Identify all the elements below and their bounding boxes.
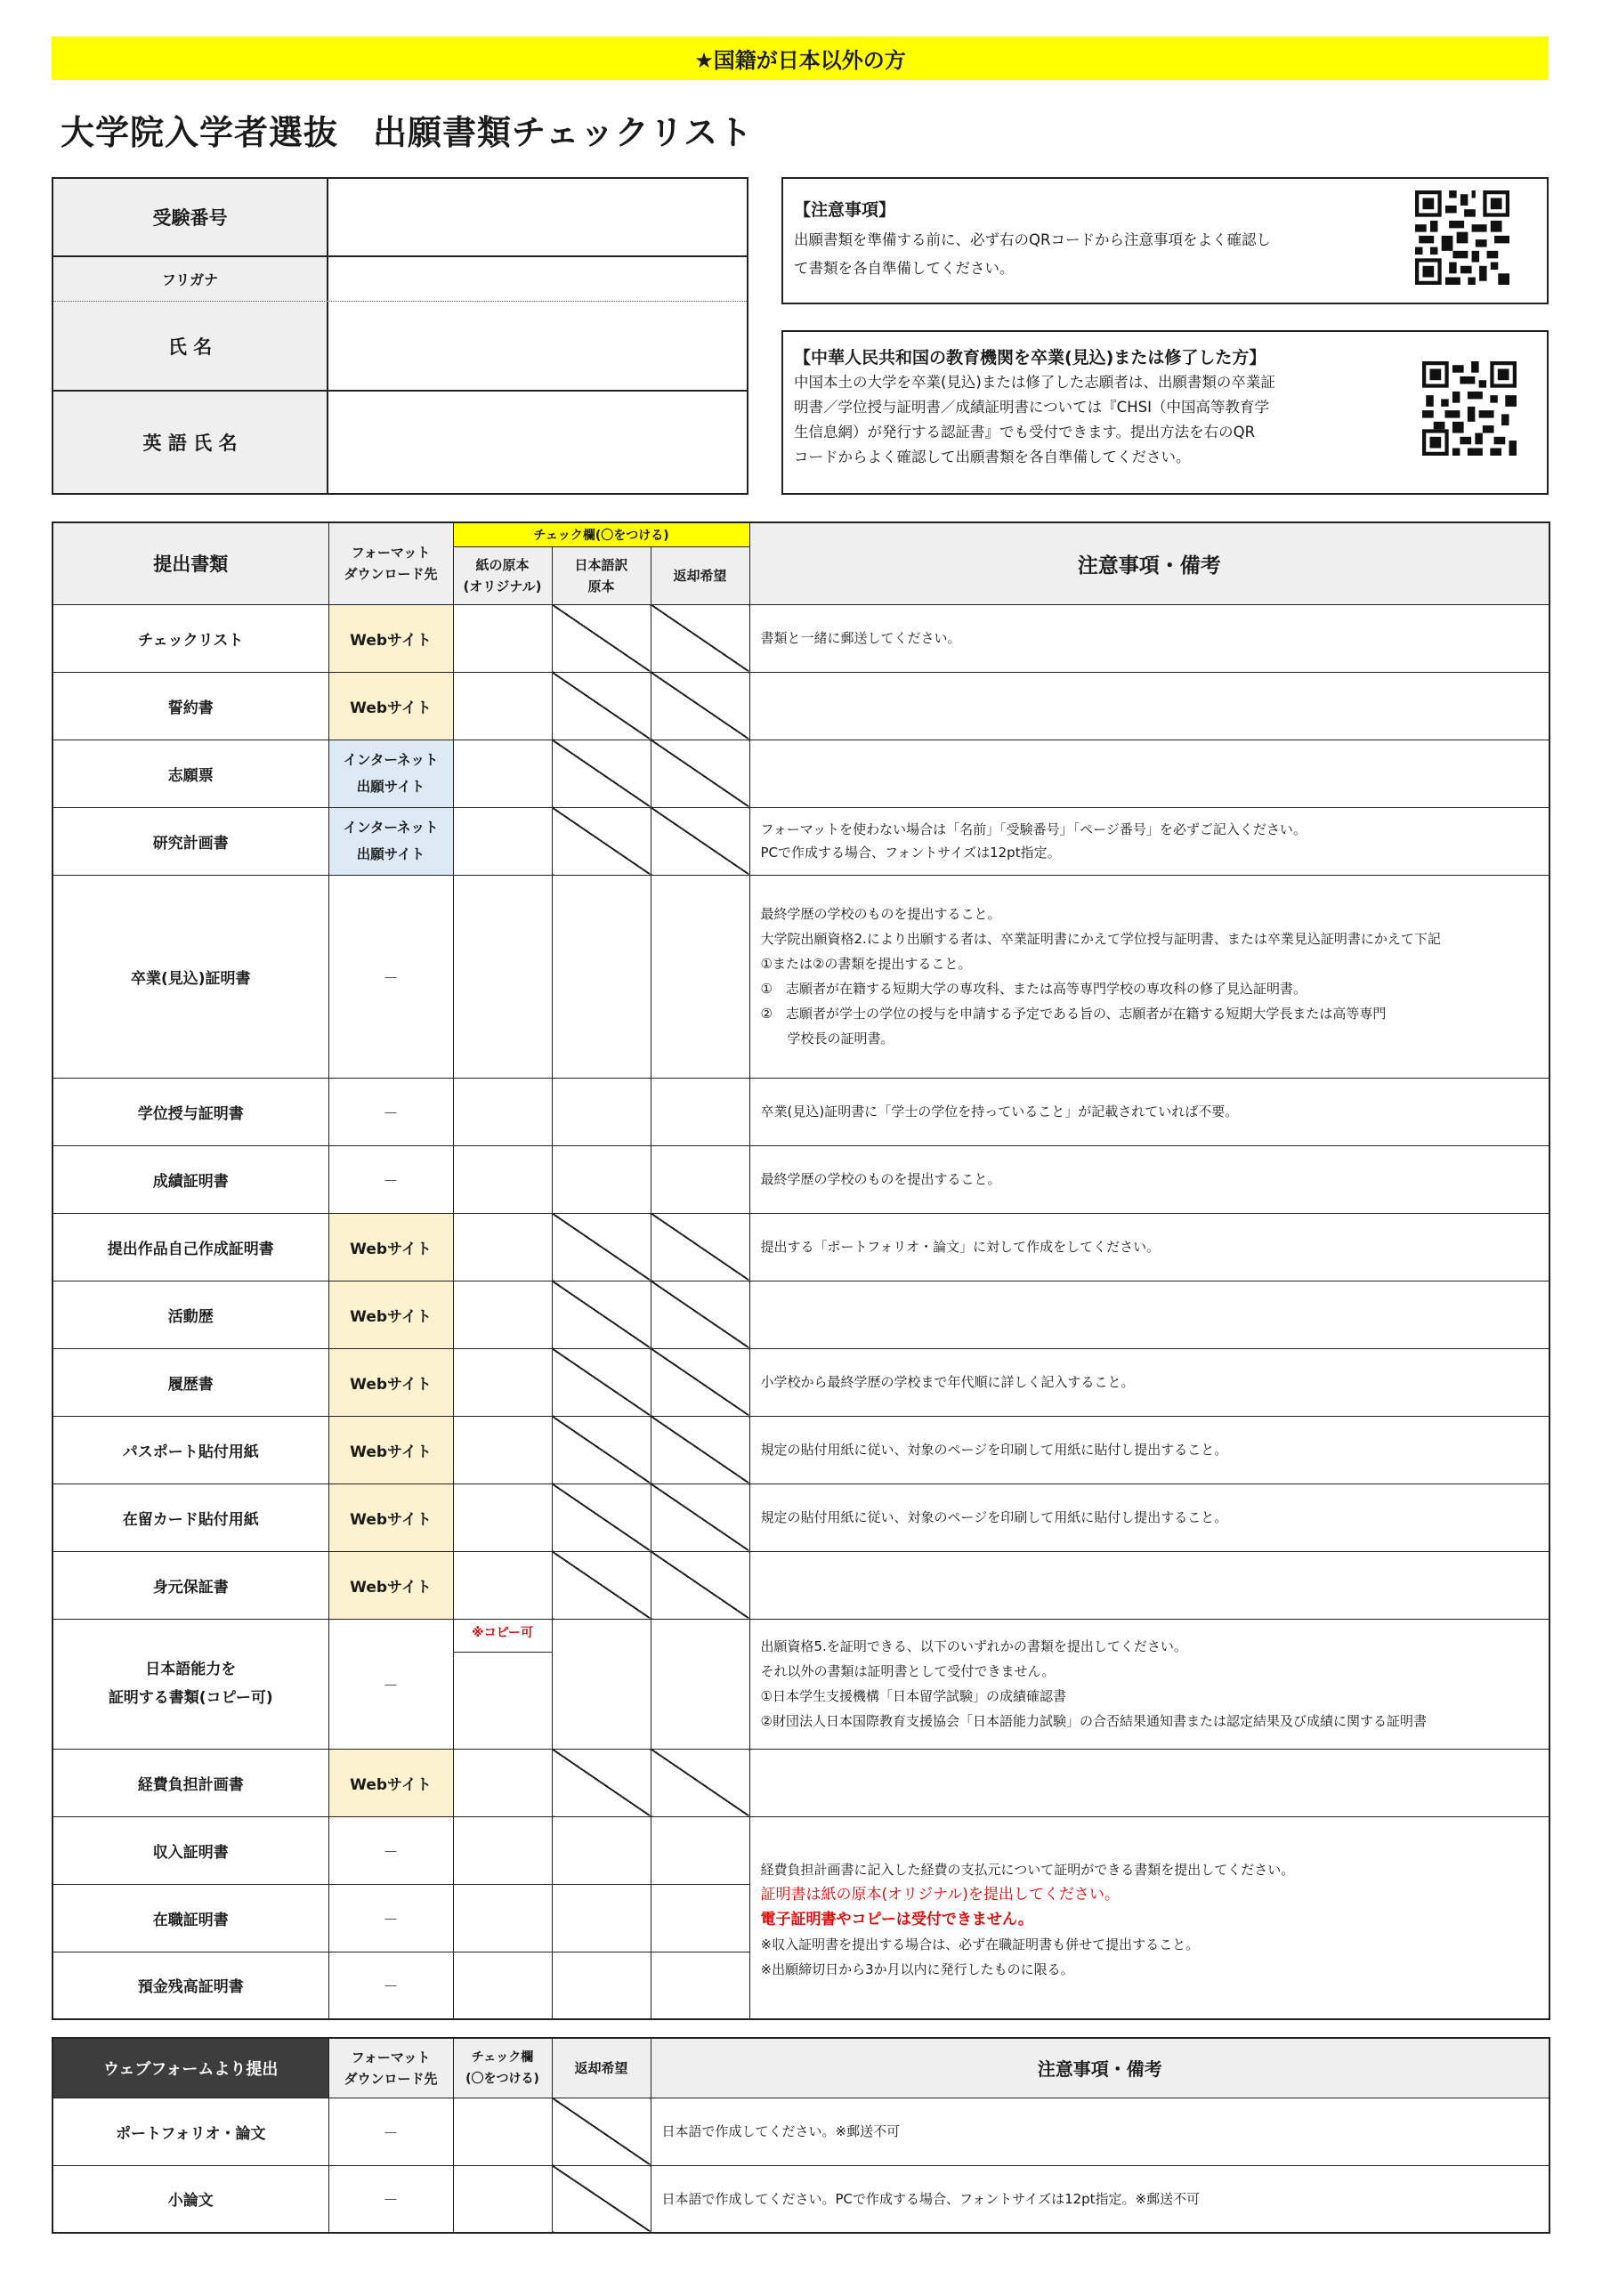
finance-note-cell (749, 1816, 1549, 2019)
note-cell (749, 875, 1549, 1078)
note-line: ② 志願者が学士の学位の授与を申請する予定である旨の、志願者が在籍する短期大学長または高等専門 (760, 1006, 1387, 1022)
note-cell (749, 740, 1549, 807)
china-notice-line: コードからよく確認して出願書類を各自準備してください。 (794, 449, 1191, 465)
na-cell (552, 740, 651, 807)
note-cell (749, 1749, 1549, 1816)
format-none: － (328, 1952, 453, 2019)
table-row (53, 1619, 1549, 1652)
header-notes: 注意事項・備考 (749, 522, 1549, 604)
note-line: 経費負担計画書に記入した経費の支払元について証明ができる書類を提出してください。 (760, 1861, 1295, 1878)
check-return-cell[interactable] (651, 1952, 749, 2019)
check-return-cell[interactable] (651, 875, 749, 1078)
note-cell: 最終学歴の学校のものを提出すること。 (749, 1145, 1549, 1213)
check-jp-cell[interactable] (552, 1078, 651, 1145)
doc-name: 在留カード貼付用紙 (53, 1484, 328, 1551)
format-link[interactable] (328, 740, 453, 807)
nationality-banner: ★国籍が日本以外の方 (52, 36, 1549, 80)
note-line: それ以外の書類は証明書として受付できません。 (760, 1663, 1056, 1679)
check-paper-cell[interactable] (453, 1749, 552, 1816)
header-line: ダウンロード先 (344, 2070, 438, 2087)
qr-code-icon[interactable] (1422, 361, 1517, 456)
webform-header-title: ウェブフォームより提出 (53, 2038, 328, 2098)
note-cell (749, 672, 1549, 740)
format-link[interactable] (328, 807, 453, 875)
format-link[interactable]: Webサイト (328, 1484, 453, 1551)
format-none: － (328, 1619, 453, 1749)
doc-name: 履歴書 (53, 1348, 328, 1416)
na-cell (552, 1749, 651, 1816)
furigana-field[interactable] (328, 257, 747, 301)
na-cell (651, 672, 749, 740)
page-title: 大学院入学者選抜 出願書類チェックリスト (61, 113, 754, 152)
doc-name: 収入証明書 (53, 1816, 328, 1884)
na-cell (651, 1416, 749, 1484)
format-line: 出願サイト (356, 779, 425, 795)
na-cell (552, 2098, 651, 2165)
check-paper-cell[interactable] (453, 807, 552, 875)
copy-ok-label: ※コピー可 (453, 1619, 552, 1652)
table-row (53, 1749, 1549, 1816)
format-none: － (328, 1145, 453, 1213)
check-paper-cell[interactable] (453, 1652, 552, 1749)
format-none: － (328, 1816, 453, 1884)
header-paper-original (453, 546, 552, 604)
check-paper-cell[interactable] (453, 1551, 552, 1619)
note-line: PCで作成する場合、フォントサイズは12pt指定。 (760, 845, 1061, 861)
check-paper-cell[interactable] (453, 1145, 552, 1213)
header-line: 紙の原本 (475, 556, 530, 573)
table-row (53, 1816, 1549, 1884)
china-notice-heading: 【中華人民共和国の教育機関を卒業(見込)または修了した方】 (794, 348, 1266, 368)
note-warning: 電子証明書やコピーは受付できません。 (760, 1910, 1033, 1928)
check-paper-cell[interactable] (453, 1884, 552, 1952)
doc-name: 研究計画書 (53, 807, 328, 875)
doc-name: 小論文 (53, 2165, 328, 2233)
na-cell (552, 1281, 651, 1348)
na-cell (651, 1551, 749, 1619)
china-notice-line: 中国本土の大学を卒業(見込)または修了した志願者は、出願書類の卒業証 (794, 374, 1275, 391)
format-none: － (328, 875, 453, 1078)
format-none: － (328, 2098, 453, 2165)
format-link[interactable]: Webサイト (328, 1749, 453, 1816)
webform-header-notes: 注意事項・備考 (651, 2038, 1549, 2098)
note-cell: 書類と一緒に郵送してください。 (749, 604, 1549, 672)
header-check-column: チェック欄(〇をつける) (453, 522, 749, 546)
check-paper-cell[interactable] (453, 1078, 552, 1145)
doc-name: 提出作品自己作成証明書 (53, 1213, 328, 1281)
na-cell (552, 672, 651, 740)
format-line: インターネット (343, 820, 439, 836)
note-cell: 規定の貼付用紙に従い、対象のページを印刷して用紙に貼付し提出すること。 (749, 1416, 1549, 1484)
doc-name-line: 証明する書類(コピー可) (108, 1689, 273, 1707)
header-format-line: ダウンロード先 (344, 566, 438, 583)
check-jp-cell[interactable] (552, 1145, 651, 1213)
header-japanese-translation (552, 546, 651, 604)
format-none: － (328, 2165, 453, 2233)
note-cell (749, 1619, 1549, 1749)
english-name-field[interactable] (328, 392, 747, 493)
format-none: － (328, 1078, 453, 1145)
table-row (53, 2098, 1549, 2165)
exam-number-field[interactable] (328, 179, 747, 255)
format-none: － (328, 1884, 453, 1952)
note-line: ①または②の書類を提出すること。 (760, 956, 972, 972)
note-cell: 小学校から最終学歴の学校まで年代順に詳しく記入すること。 (749, 1348, 1549, 1416)
china-notice-line: 生信息網）が発行する認証書』でも受付できます。提出方法を右のQR (794, 424, 1256, 441)
check-cell[interactable] (453, 2098, 552, 2165)
header-line: 原本 (587, 578, 615, 594)
doc-name: 卒業(見込)証明書 (53, 875, 328, 1078)
webform-header-format (328, 2038, 453, 2098)
table-row (53, 604, 1549, 672)
note-line: 学校長の証明書。 (760, 1031, 894, 1047)
check-paper-cell[interactable] (453, 604, 552, 672)
english-name-row (53, 392, 747, 493)
table-row (53, 1078, 1549, 1145)
notice-line: 出願書類を準備する前に、必ず右のQRコードから注意事項をよく確認し (794, 231, 1271, 248)
table-row (53, 1416, 1549, 1484)
doc-name: パスポート貼付用紙 (53, 1416, 328, 1484)
note-line: ②財団法人日本国際教育支援協会「日本語能力試験」の合否結果通知書または認定結果及び成績に関する証明書 (760, 1713, 1427, 1729)
check-jp-cell[interactable] (552, 875, 651, 1078)
doc-name: 経費負担計画書 (53, 1749, 328, 1816)
table-row (53, 1551, 1549, 1619)
header-line: チェック欄 (471, 2049, 534, 2065)
doc-name: ポートフォリオ・論文 (53, 2098, 328, 2165)
check-paper-cell[interactable] (453, 740, 552, 807)
exam-number-label: 受験番号 (53, 179, 328, 255)
check-paper-cell[interactable] (453, 1816, 552, 1884)
table-row (53, 2165, 1549, 2233)
header-return: 返却希望 (651, 546, 749, 604)
check-return-cell[interactable] (651, 1078, 749, 1145)
doc-name (53, 1619, 328, 1749)
na-cell (651, 740, 749, 807)
check-return-cell[interactable] (651, 1884, 749, 1952)
format-link[interactable]: Webサイト (328, 1281, 453, 1348)
applicant-info-box (52, 177, 748, 495)
note-cell: 規定の貼付用紙に従い、対象のページを印刷して用紙に貼付し提出すること。 (749, 1484, 1549, 1551)
doc-name: 在職証明書 (53, 1884, 328, 1952)
format-link[interactable]: Webサイト (328, 1213, 453, 1281)
table-row (53, 875, 1549, 1078)
note-line: ① 志願者が在籍する短期大学の専攻科、または高等専門学校の専攻科の修了見込証明書。 (760, 981, 1307, 997)
name-row (53, 302, 747, 392)
documents-table (52, 521, 1550, 2020)
doc-name-line: 日本語能力を (145, 1661, 237, 1678)
furigana-row (53, 257, 747, 302)
header-format-line: フォーマット (351, 545, 431, 562)
doc-name: チェックリスト (53, 604, 328, 672)
na-cell (552, 2165, 651, 2233)
check-paper-cell[interactable] (453, 875, 552, 1078)
format-link[interactable]: Webサイト (328, 1416, 453, 1484)
webform-header-return: 返却希望 (552, 2038, 651, 2098)
header-documents: 提出書類 (53, 522, 328, 604)
format-line: インターネット (343, 752, 439, 768)
webform-table (52, 2037, 1550, 2234)
format-link[interactable]: Webサイト (328, 672, 453, 740)
table-row (53, 740, 1549, 807)
header-line: 日本語訳 (574, 556, 628, 573)
note-cell (749, 807, 1549, 875)
header-line: (オリジナル) (463, 578, 542, 594)
furigana-label: フリガナ (53, 257, 328, 301)
check-paper-cell[interactable] (453, 1952, 552, 2019)
check-paper-cell[interactable] (453, 1416, 552, 1484)
note-cell: 日本語で作成してください。※郵送不可 (651, 2098, 1549, 2165)
na-cell (552, 1551, 651, 1619)
check-paper-cell[interactable] (453, 1348, 552, 1416)
notice-heading: 【注意事項】 (794, 200, 896, 220)
na-cell (651, 1213, 749, 1281)
check-return-cell[interactable] (651, 1619, 749, 1749)
note-line: 出願資格5.を証明できる、以下のいずれかの書類を提出してください。 (760, 1638, 1187, 1654)
na-cell (552, 604, 651, 672)
na-cell (651, 604, 749, 672)
note-cell: 日本語で作成してください。PCで作成する場合、フォントサイズは12pt指定。※郵送不可 (651, 2165, 1549, 2233)
doc-name: 学位授与証明書 (53, 1078, 328, 1145)
doc-name: 預金残高証明書 (53, 1952, 328, 2019)
na-cell (651, 807, 749, 875)
note-line: ※収入証明書を提出する場合は、必ず在職証明書も併せて提出すること。 (760, 1936, 1200, 1952)
na-cell (651, 1281, 749, 1348)
check-jp-cell[interactable] (552, 1816, 651, 1884)
exam-number-row (53, 179, 747, 257)
note-cell (749, 1281, 1549, 1348)
note-cell: 卒業(見込)証明書に「学士の学位を持っていること」が記載されていれば不要。 (749, 1078, 1549, 1145)
format-link[interactable]: Webサイト (328, 1348, 453, 1416)
name-field[interactable] (328, 302, 747, 390)
check-return-cell[interactable] (651, 1816, 749, 1884)
header-format (328, 522, 453, 604)
qr-code-icon[interactable] (1415, 190, 1509, 285)
webform-header-check (453, 2038, 552, 2098)
na-cell (552, 807, 651, 875)
table-row (53, 1281, 1549, 1348)
check-cell[interactable] (453, 2165, 552, 2233)
format-line: 出願サイト (356, 846, 425, 862)
format-link[interactable]: Webサイト (328, 604, 453, 672)
check-paper-cell[interactable] (453, 1484, 552, 1551)
doc-name: 身元保証書 (53, 1551, 328, 1619)
header-line: (〇をつける) (465, 2071, 539, 2086)
name-label: 氏 名 (53, 302, 328, 390)
note-warning: 証明書は紙の原本(オリジナル)を提出してください。 (760, 1885, 1120, 1904)
doc-name: 成績証明書 (53, 1145, 328, 1213)
na-cell (552, 1484, 651, 1551)
note-line: ①日本学生支援機構「日本留学試験」の成績確認書 (760, 1688, 1066, 1704)
check-return-cell[interactable] (651, 1145, 749, 1213)
table-row (53, 1213, 1549, 1281)
english-name-label: 英 語 氏 名 (53, 392, 328, 493)
china-notice-line: 明書／学位授与証明書／成績証明書については『CHSI（中国高等教育学 (794, 399, 1269, 416)
table-row (53, 1348, 1549, 1416)
doc-name: 活動歴 (53, 1281, 328, 1348)
note-cell: 提出する「ポートフォリオ・論文」に対して作成をしてください。 (749, 1213, 1549, 1281)
na-cell (552, 1416, 651, 1484)
table-row (53, 672, 1549, 740)
note-line: 大学院出願資格2.により出願する者は、卒業証明書にかえて学位授与証明書、または卒業見込証明書にかえて下記 (760, 931, 1441, 947)
note-line: ※出願締切日から3か月以内に発行したものに限る。 (760, 1960, 1074, 1977)
note-line: フォーマットを使わない場合は「名前」「受験番号」「ページ番号」を必ずご記入ください。 (760, 821, 1307, 837)
doc-name: 誓約書 (53, 672, 328, 740)
check-jp-cell[interactable] (552, 1952, 651, 2019)
na-cell (651, 1484, 749, 1551)
na-cell (651, 1348, 749, 1416)
check-paper-cell[interactable] (453, 1281, 552, 1348)
doc-name: 志願票 (53, 740, 328, 807)
check-jp-cell[interactable] (552, 1619, 651, 1749)
na-cell (552, 1348, 651, 1416)
na-cell (651, 1749, 749, 1816)
table-row (53, 1484, 1549, 1551)
table-row (53, 807, 1549, 875)
table-row (53, 1145, 1549, 1213)
header-line: フォーマット (351, 2049, 431, 2066)
check-paper-cell[interactable] (453, 672, 552, 740)
check-paper-cell[interactable] (453, 1213, 552, 1281)
format-link[interactable]: Webサイト (328, 1551, 453, 1619)
na-cell (552, 1213, 651, 1281)
check-jp-cell[interactable] (552, 1884, 651, 1952)
note-cell (749, 1551, 1549, 1619)
note-line: 最終学歴の学校のものを提出すること。 (760, 906, 1001, 922)
notice-line: て書類を各自準備してください。 (794, 260, 1015, 277)
